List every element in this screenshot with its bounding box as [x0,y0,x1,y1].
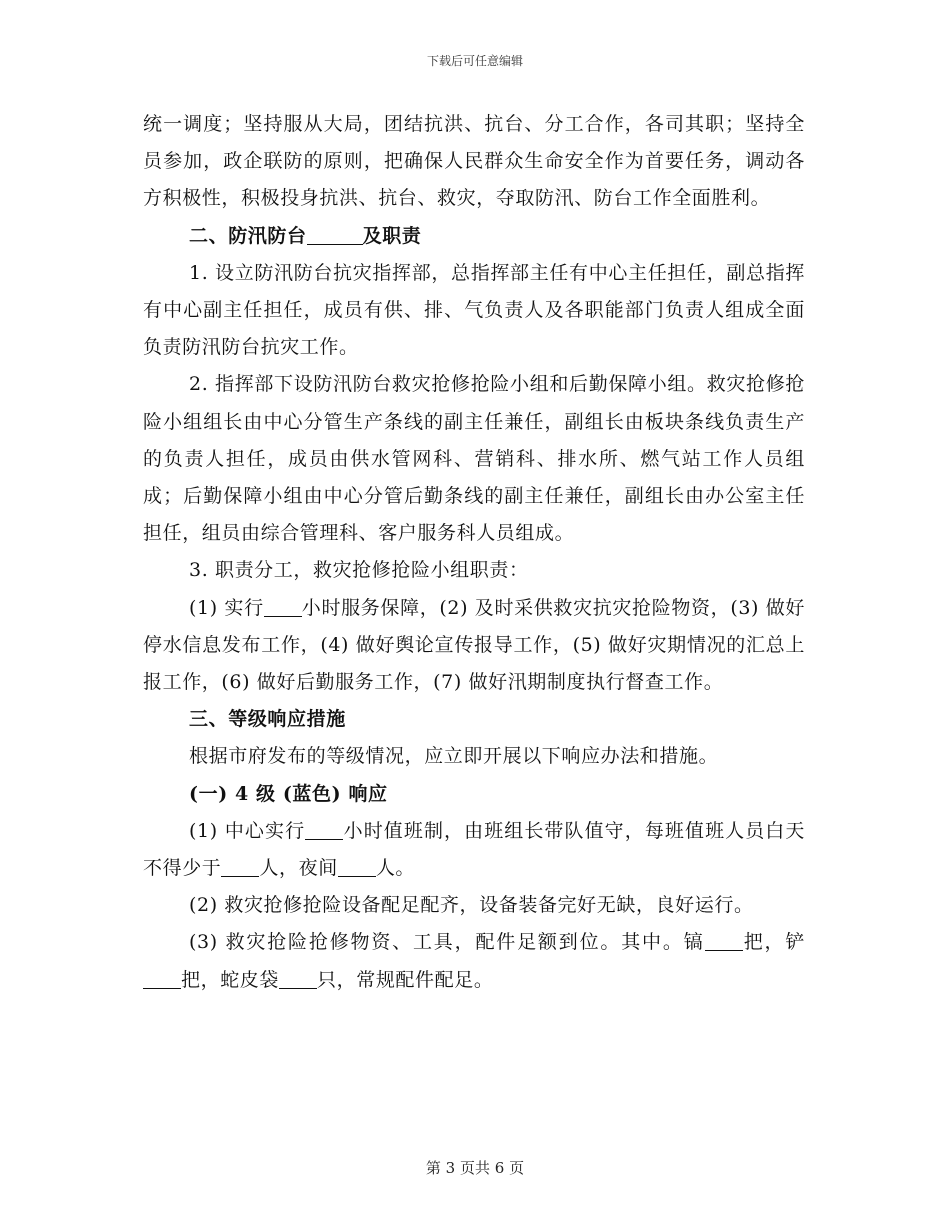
paragraph: (2) 救灾抢修抢险设备配足配齐，设备装备完好无缺，良好运行。 [189,894,754,917]
paragraph: (3) 救灾抢险抢修物资、工具，配件足额到位。其中。镐 把，铲把，蛇皮袋 只，常规配件配足。 [143,924,805,998]
fill-blank [307,225,363,245]
page-footer: 第 3 页共 6 页 [425,1159,525,1177]
fill-blank [221,857,259,877]
subsection-heading: (一) 4 级 (蓝色) 响应 [189,782,388,805]
section-heading: 三、等级响应措施 [189,708,346,731]
paragraph: (1) 中心实行 小时值班制，由班组长带队值守，每班值班人员白天不得少于 人，夜间 人。 [143,819,805,880]
paragraph: (1) 实行 小时服务保障，(2) 及时采供救灾抗灾抢险物资，(3) 做好停水信息发布工作，(4) 做好舆论宣传报导工作，(5) 做好灾期情况的汇总上报工作，(6) 做好后勤服务工作，(7) 做好汛期制度执行督查工作。 [143,596,805,694]
paragraph: 2. 指挥部下设防汛防台救灾抢修抢险小组和后勤保障小组。救灾抢修抢险小组组长由中心分管生产条线的副主任兼任，副组长由板块条线负责生产的负责人担任，成员由供水管网科、营销科、排水所、燃气站工作人员组成；后勤保障小组由中心分管后勤条线的副主任兼任，副组长由办公室主任担任，组员由综合管理科、客户服务科人员组成。 [143,373,805,545]
fill-blank [143,969,181,989]
document-body [143,106,805,999]
fill-blank [338,857,376,877]
page-header: 下载后可任意编辑 [426,54,523,68]
fill-blank [264,597,302,617]
fill-blank [705,931,743,951]
paragraph: 3. 职责分工，救灾抢修抢险小组职责： [189,559,529,582]
paragraph: 统一调度；坚持服从大局，团结抗洪、抗台、分工合作，各司其职；坚持全员参加，政企联防的原则，把确保人民群众生命安全作为首要任务，调动各方积极性，积极投身抗洪、抗台、救灾，夺取防汛、防台工作全面胜利。 [143,113,805,210]
fill-blank [279,969,317,989]
fill-blank [305,820,343,840]
paragraph: 1. 设立防汛防台抗灾指挥部，总指挥部主任有中心主任担任，副总指挥有中心副主任担任，成员有供、排、气负责人及各职能部门负责人组成全面负责防汛防台抗灾工作。 [143,261,805,359]
paragraph: 根据市府发布的等级情况，应立即开展以下响应办法和措施。 [189,745,719,768]
section-heading: 二、防汛防台 及职责 [189,224,422,247]
